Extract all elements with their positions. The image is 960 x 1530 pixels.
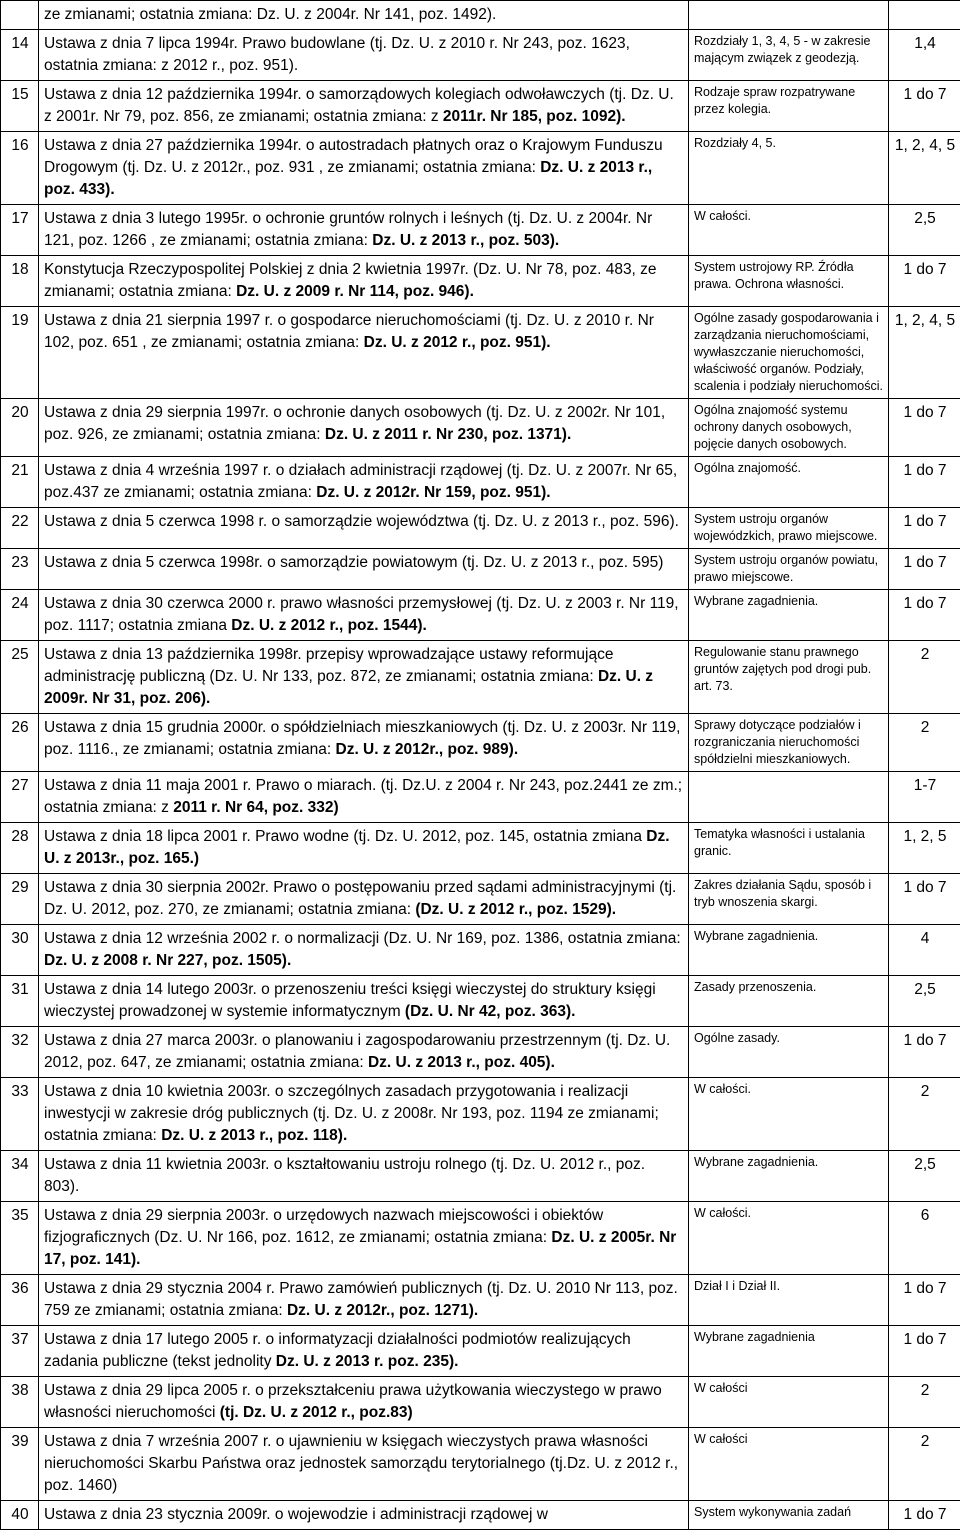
legal-act-cell: [39, 1078, 689, 1151]
legal-act-cell: [39, 874, 689, 925]
table-row: [1, 1275, 960, 1326]
legal-act-cell: [39, 1428, 689, 1501]
row-number: 15: [1, 81, 39, 132]
scope-cell: W całości: [689, 1377, 889, 1428]
legal-act-text: Ustawa z dnia 30 sierpnia 2002r. Prawo o postępowaniu przed sądami administracyjnymi (tj. Dz. U. 2012, poz. 270, ze zmianami; ostatnia zmiana:: [44, 879, 676, 918]
applicable-scope-value: 1 do 7: [889, 81, 960, 132]
scope-cell: Ogólna znajomość.: [689, 457, 889, 508]
legal-act-citation-bold: Dz. U. z 2013r., poz. 165.): [44, 828, 670, 867]
row-number: 37: [1, 1326, 39, 1377]
table-row: [1, 399, 960, 457]
legal-act-cell: [39, 823, 689, 874]
legal-act-text: Ustawa z dnia 30 czerwca 2000 r. prawo własności przemysłowej (tj. Dz. U. z 2003 r. Nr 119, poz. 1117; ostatnia zmiana: [44, 595, 679, 634]
table-row: [1, 714, 960, 772]
table-row: [1, 205, 960, 256]
legal-act-cell: [39, 132, 689, 205]
applicable-scope-value: 1 do 7: [889, 256, 960, 307]
scope-cell: Rodzaje spraw rozpatrywane przez kolegia.: [689, 81, 889, 132]
scope-cell: Zakres działania Sądu, sposób i tryb wnoszenia skargi.: [689, 874, 889, 925]
legal-act-citation-bold: Dz. U. z 2012 r., poz. 951).: [364, 334, 551, 351]
legal-act-citation-bold: (Dz. U. Nr 42, poz. 363).: [405, 1003, 576, 1020]
scope-cell: Wybrane zagadnienia.: [689, 925, 889, 976]
table-row: [1, 772, 960, 823]
scope-cell: W całości.: [689, 205, 889, 256]
applicable-scope-value: 4: [889, 925, 960, 976]
legal-act-cell: [39, 549, 689, 590]
scope-cell: Ogólna znajomość systemu ochrony danych osobowych, pojęcie danych osobowych.: [689, 399, 889, 457]
table-row: [1, 641, 960, 714]
table-row: [1, 457, 960, 508]
applicable-scope-value: 1 do 7: [889, 590, 960, 641]
legal-act-text: Ustawa z dnia 11 maja 2001 r. Prawo o miarach. (tj. Dz.U. z 2004 r. Nr 243, poz.2441 ze zm.; ostatnia zmiana: z: [44, 777, 682, 816]
row-number: 39: [1, 1428, 39, 1501]
row-number: 17: [1, 205, 39, 256]
row-number: 29: [1, 874, 39, 925]
scope-cell: Regulowanie stanu prawnego gruntów zajętych pod drogi pub. art. 73.: [689, 641, 889, 714]
scope-cell: Wybrane zagadnienia: [689, 1326, 889, 1377]
applicable-scope-value: 1 do 7: [889, 508, 960, 549]
row-number: 35: [1, 1202, 39, 1275]
scope-cell: W całości.: [689, 1078, 889, 1151]
legal-act-text: Ustawa z dnia 7 września 2007 r. o ujawnieniu w księgach wieczystych prawa własności nieruchomości Skarbu Państwa oraz jednostek samorządu terytorialnego (tj.Dz. U. z 2012 r., poz. 1460): [44, 1433, 678, 1494]
table-row: [1, 508, 960, 549]
legal-act-cell: [39, 1027, 689, 1078]
legal-act-cell: [39, 399, 689, 457]
legal-act-cell: [39, 508, 689, 549]
legal-act-cell: [39, 1326, 689, 1377]
row-number: 16: [1, 132, 39, 205]
table-row: [1, 976, 960, 1027]
row-number: 34: [1, 1151, 39, 1202]
applicable-scope-value: 1 do 7: [889, 1275, 960, 1326]
legal-act-citation-bold: Dz. U. z 2012r. Nr 159, poz. 951).: [316, 484, 550, 501]
table-row: [1, 925, 960, 976]
legal-act-text: Ustawa z dnia 13 października 1998r. przepisy wprowadzające ustawy reformujące administrację publiczną (Dz. U. Nr 133, poz. 872, ze zmianami; ostatnia zmiana:: [44, 646, 613, 685]
scope-cell: W całości: [689, 1428, 889, 1501]
legal-act-text: Ustawa z dnia 17 lutego 2005 r. o informatyzacji działalności podmiotów realizujących zadania publiczne (tekst jednolity: [44, 1331, 631, 1370]
applicable-scope-value: 2,5: [889, 1151, 960, 1202]
table-row: [1, 81, 960, 132]
row-number: 25: [1, 641, 39, 714]
row-number: 26: [1, 714, 39, 772]
table-row: [1, 874, 960, 925]
legal-act-citation-bold: Dz. U. z 2009r. Nr 31, poz. 206).: [44, 668, 653, 707]
legal-act-cell: [39, 1, 689, 30]
legal-act-citation-bold: Dz. U. z 2008 r. Nr 227, poz. 1505).: [44, 952, 291, 969]
applicable-scope-value: 2: [889, 1078, 960, 1151]
applicable-scope-value: 1, 2, 4, 5: [889, 307, 960, 399]
scope-cell: Rozdziały 1, 3, 4, 5 - w zakresie mającym związek z geodezją.: [689, 30, 889, 81]
legal-act-text: Ustawa z dnia 29 sierpnia 1997r. o ochronie danych osobowych (tj. Dz. U. z 2002r. Nr 101, poz. 926, ze zmianami; ostatnia zmiana:: [44, 404, 665, 443]
table-row: [1, 1078, 960, 1151]
legal-act-cell: [39, 590, 689, 641]
row-number: 36: [1, 1275, 39, 1326]
table-row: [1, 1202, 960, 1275]
row-number: 33: [1, 1078, 39, 1151]
legal-act-citation-bold: Dz. U. z 2012 r., poz. 1544).: [231, 617, 427, 634]
legal-act-cell: [39, 307, 689, 399]
table-row: [1, 256, 960, 307]
legal-act-citation-bold: Dz. U. z 2011 r. Nr 230, poz. 1371).: [325, 426, 571, 443]
legal-act-citation-bold: Dz. U. z 2013 r., poz. 503).: [372, 232, 559, 249]
applicable-scope-value: 1 do 7: [889, 399, 960, 457]
legal-act-cell: [39, 1501, 689, 1530]
row-number: 21: [1, 457, 39, 508]
table-row: [1, 132, 960, 205]
legal-act-cell: [39, 976, 689, 1027]
row-number: 20: [1, 399, 39, 457]
legal-act-text: Ustawa z dnia 14 lutego 2003r. o przenoszeniu treści księgi wieczystej do struktury księgi wieczystej prowadzonej w systemie informatycznym: [44, 981, 656, 1020]
applicable-scope-value: 1 do 7: [889, 549, 960, 590]
legal-act-citation-bold: (Dz. U. z 2012 r., poz. 1529).: [415, 901, 616, 918]
scope-cell: Sprawy dotyczące podziałów i rozgraniczania nieruchomości spółdzielni mieszkaniowych.: [689, 714, 889, 772]
legal-act-text: Ustawa z dnia 10 kwietnia 2003r. o szczególnych zasadach przygotowania i realizacji inwestycji w zakresie dróg publicznych (tj. Dz. U. z 2008r. Nr 193, poz. 1194 ze zmianami; ostatnia zmiana:: [44, 1083, 659, 1144]
legal-act-text: Ustawa z dnia 27 października 1994r. o autostradach płatnych oraz o Krajowym Funduszu Drogowym (tj. Dz. U. z 2012r., poz. 931 , ze zmianami; ostatnia zmiana:: [44, 137, 663, 176]
legal-act-citation-bold: 2011 r. Nr 64, poz. 332): [173, 799, 338, 816]
applicable-scope-value: 2: [889, 1428, 960, 1501]
applicable-scope-value: 1, 2, 5: [889, 823, 960, 874]
table-row: [1, 1501, 960, 1530]
legal-act-text: Ustawa z dnia 12 września 2002 r. o normalizacji (Dz. U. Nr 169, poz. 1386, ostatnia zmiana:: [44, 930, 681, 947]
legal-act-text: Ustawa z dnia 21 sierpnia 1997 r. o gospodarce nieruchomościami (tj. Dz. U. z 2010 r. Nr 102, poz. 651 , ze zmianami; ostatnia zmiana:: [44, 312, 654, 351]
legal-act-cell: [39, 205, 689, 256]
applicable-scope-value: 6: [889, 1202, 960, 1275]
table-row: [1, 1377, 960, 1428]
legal-act-cell: [39, 1377, 689, 1428]
row-number: 30: [1, 925, 39, 976]
scope-cell: [689, 1, 889, 30]
scope-cell: System ustroju organów wojewódzkich, prawo miejscowe.: [689, 508, 889, 549]
legal-act-text: Ustawa z dnia 3 lutego 1995r. o ochronie gruntów rolnych i leśnych (tj. Dz. U. z 2004r. Nr 121, poz. 1266 , ze zmianami; ostatnia zmiana:: [44, 210, 652, 249]
legal-act-text: Ustawa z dnia 23 stycznia 2009r. o wojewodzie i administracji rządowej w: [44, 1506, 548, 1523]
legal-act-text: Ustawa z dnia 15 grudnia 2000r. o spółdzielniach mieszkaniowych (tj. Dz. U. z 2003r. Nr 119, poz. 1116., ze zmianami; ostatnia zmiana:: [44, 719, 680, 758]
scope-cell: Wybrane zagadnienia.: [689, 590, 889, 641]
legal-act-cell: [39, 772, 689, 823]
legal-act-citation-bold: 2011r. Nr 185, poz. 1092).: [443, 108, 626, 125]
applicable-scope-value: 1 do 7: [889, 874, 960, 925]
legal-act-text: Ustawa z dnia 5 czerwca 1998r. o samorządzie powiatowym (tj. Dz. U. z 2013 r., poz. 595): [44, 554, 663, 571]
legal-act-citation-bold: Dz. U. z 2013 r., poz. 433).: [44, 159, 652, 198]
legal-act-citation-bold: Dz. U. z 2012r., poz. 1271).: [287, 1302, 478, 1319]
applicable-scope-value: [889, 1, 960, 30]
scope-cell: [689, 772, 889, 823]
applicable-scope-value: 1-7: [889, 772, 960, 823]
row-number: 32: [1, 1027, 39, 1078]
table-row: [1, 1151, 960, 1202]
legal-act-text: Ustawa z dnia 5 czerwca 1998 r. o samorządzie województwa (tj. Dz. U. z 2013 r., poz. 596).: [44, 513, 679, 530]
scope-cell: System wykonywania zadań: [689, 1501, 889, 1530]
legal-act-text: Ustawa z dnia 7 lipca 1994r. Prawo budowlane (tj. Dz. U. z 2010 r. Nr 243, poz. 1623, ostatnia zmiana: z 2012 r., poz. 951).: [44, 35, 630, 74]
row-number: 19: [1, 307, 39, 399]
row-number: 27: [1, 772, 39, 823]
legal-act-cell: [39, 1202, 689, 1275]
table-row: [1, 307, 960, 399]
legal-act-cell: [39, 256, 689, 307]
applicable-scope-value: 1, 2, 4, 5: [889, 132, 960, 205]
applicable-scope-value: 2: [889, 714, 960, 772]
legal-act-citation-bold: Dz. U. z 2013 r., poz. 118).: [161, 1127, 347, 1144]
row-number: 24: [1, 590, 39, 641]
legal-act-text: Ustawa z dnia 11 kwietnia 2003r. o kształtowaniu ustroju rolnego (tj. Dz. U. 2012 r., poz. 803).: [44, 1156, 645, 1195]
scope-cell: Wybrane zagadnienia.: [689, 1151, 889, 1202]
applicable-scope-value: 1 do 7: [889, 1027, 960, 1078]
table-row: [1, 549, 960, 590]
applicable-scope-value: 2: [889, 641, 960, 714]
table-row: [1, 30, 960, 81]
legal-act-cell: [39, 30, 689, 81]
legal-act-citation-bold: (tj. Dz. U. z 2012 r., poz.83): [220, 1404, 413, 1421]
scope-cell: System ustroju organów powiatu, prawo miejscowe.: [689, 549, 889, 590]
legal-act-cell: [39, 641, 689, 714]
applicable-scope-value: 1,4: [889, 30, 960, 81]
scope-cell: Dział I i Dział II.: [689, 1275, 889, 1326]
row-number: 14: [1, 30, 39, 81]
table-row: [1, 590, 960, 641]
scope-cell: Ogólne zasady gospodarowania i zarządzania nieruchomościami, wywłaszczanie nieruchomości, właściwość organów. Podziały, scalenia i podziały nieruchomości.: [689, 307, 889, 399]
legal-act-cell: [39, 1151, 689, 1202]
legal-act-text: Ustawa z dnia 29 sierpnia 2003r. o urzędowych nazwach miejscowości i obiektów fizjograficznych (Dz. U. Nr 166, poz. 1612, ze zmianami; ostatnia zmiana:: [44, 1207, 603, 1246]
legal-act-text: Ustawa z dnia 27 marca 2003r. o planowaniu i zagospodarowaniu przestrzennym (tj. Dz. U. 2012, poz. 647, ze zmianami; ostatnia zmiana:: [44, 1032, 670, 1071]
applicable-scope-value: 1 do 7: [889, 1326, 960, 1377]
row-number: 38: [1, 1377, 39, 1428]
applicable-scope-value: 2: [889, 1377, 960, 1428]
scope-cell: System ustrojowy RP. Źródła prawa. Ochrona własności.: [689, 256, 889, 307]
scope-cell: W całości.: [689, 1202, 889, 1275]
row-number: 28: [1, 823, 39, 874]
legal-act-citation-bold: Dz. U. z 2012r., poz. 989).: [336, 741, 519, 758]
legal-act-text: Ustawa z dnia 29 lipca 2005 r. o przekształceniu prawa użytkowania wieczystego w prawo własności nieruchomości: [44, 1382, 662, 1421]
legal-act-text: Konstytucja Rzeczypospolitej Polskiej z dnia 2 kwietnia 1997r. (Dz. U. Nr 78, poz. 483, ze zmianami; ostatnia zmiana:: [44, 261, 657, 300]
table-row: [1, 1326, 960, 1377]
scope-cell: Zasady przenoszenia.: [689, 976, 889, 1027]
applicable-scope-value: 2,5: [889, 976, 960, 1027]
row-number: 18: [1, 256, 39, 307]
legal-act-cell: [39, 457, 689, 508]
row-number: 23: [1, 549, 39, 590]
table-row: [1, 823, 960, 874]
scope-cell: Tematyka własności i ustalania granic.: [689, 823, 889, 874]
legal-act-cell: [39, 714, 689, 772]
scope-cell: Rozdziały 4, 5.: [689, 132, 889, 205]
legal-act-cell: [39, 81, 689, 132]
legal-act-text: Ustawa z dnia 12 października 1994r. o samorządowych kolegiach odwoławczych (tj. Dz. U. z 2001r. Nr 79, poz. 856, ze zmianami; ostatnia zmiana: z: [44, 86, 674, 125]
legislation-table-body: [1, 1, 960, 1530]
row-number: 40: [1, 1501, 39, 1530]
row-number: [1, 1, 39, 30]
scope-cell: Ogólne zasady.: [689, 1027, 889, 1078]
table-row: [1, 1428, 960, 1501]
legal-act-text: Ustawa z dnia 4 września 1997 r. o działach administracji rządowej (tj. Dz. U. z 2007r. Nr 65, poz.437 ze zmianami; ostatnia zmiana:: [44, 462, 677, 501]
legal-act-citation-bold: Dz. U. z 2009 r. Nr 114, poz. 946).: [236, 283, 474, 300]
legal-act-text: Ustawa z dnia 18 lipca 2001 r. Prawo wodne (tj. Dz. U. 2012, poz. 145, ostatnia zmiana: [44, 828, 646, 845]
legal-act-citation-bold: Dz. U. z 2013 r. poz. 235).: [276, 1353, 459, 1370]
row-number: 31: [1, 976, 39, 1027]
legal-act-citation-bold: Dz. U. z 2013 r., poz. 405).: [368, 1054, 555, 1071]
legal-act-citation-bold: Dz. U. z 2005r. Nr 17, poz. 141).: [44, 1229, 676, 1268]
table-row: [1, 1, 960, 30]
applicable-scope-value: 2,5: [889, 205, 960, 256]
legal-act-text: Ustawa z dnia 29 stycznia 2004 r. Prawo zamówień publicznych (tj. Dz. U. 2010 Nr 113, poz. 759 ze zmianami; ostatnia zmiana:: [44, 1280, 678, 1319]
table-row: [1, 1027, 960, 1078]
row-number: 22: [1, 508, 39, 549]
legal-act-cell: [39, 1275, 689, 1326]
applicable-scope-value: 1 do 7: [889, 457, 960, 508]
legal-act-text: ze zmianami; ostatnia zmiana: Dz. U. z 2004r. Nr 141, poz. 1492).: [44, 6, 496, 23]
legal-act-cell: [39, 925, 689, 976]
applicable-scope-value: 1 do 7: [889, 1501, 960, 1530]
